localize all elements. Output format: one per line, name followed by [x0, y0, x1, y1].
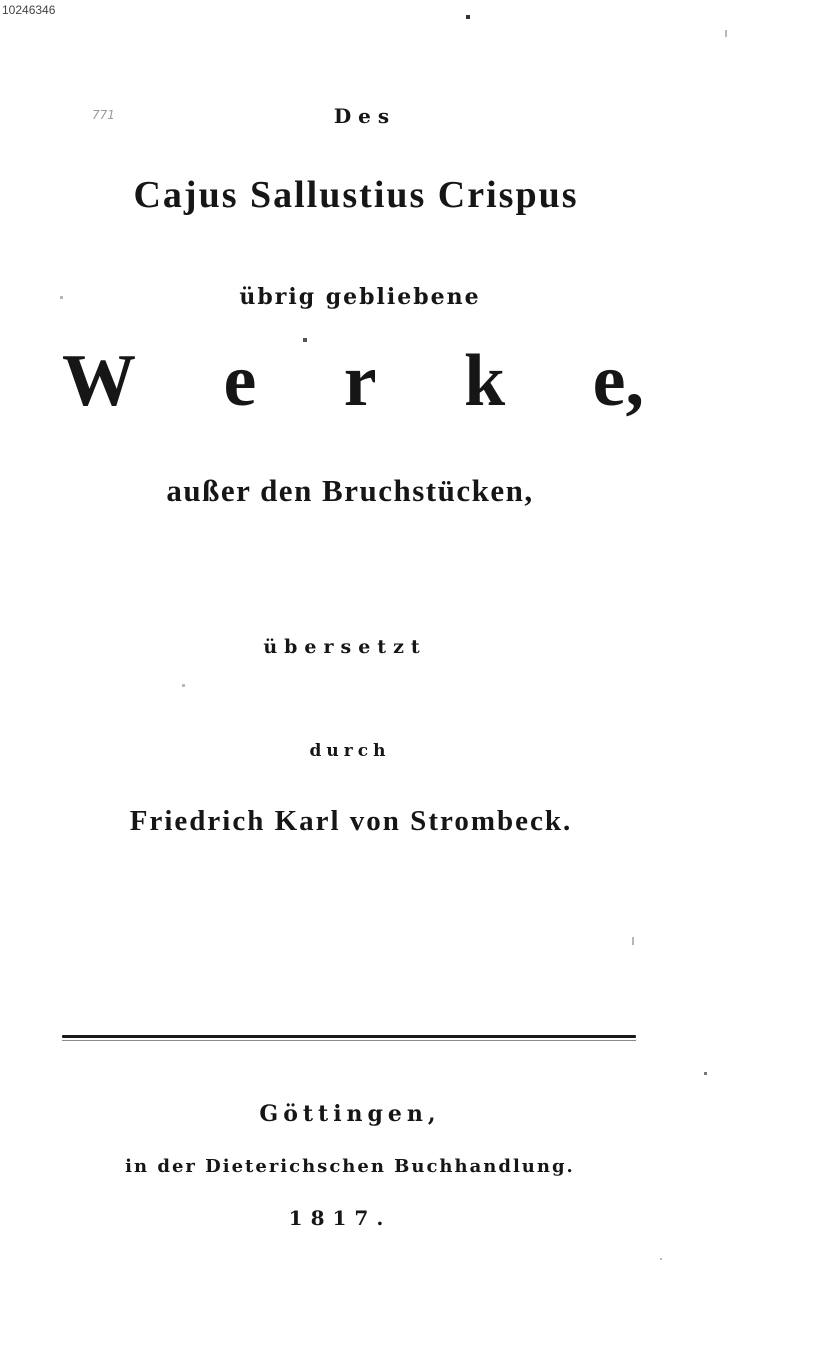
paper-speck [704, 1072, 707, 1075]
imprint-place: Göttingen, [259, 1101, 441, 1127]
imprint-publisher: in der Dieterichschen Buchhandlung. [125, 1156, 575, 1177]
title-ausser-bruchstuecken: außer den Bruchstücken, [166, 473, 534, 508]
title-werke [62, 340, 644, 422]
werke-letter: W [62, 340, 136, 422]
pencil-annotation: 771 [92, 108, 115, 122]
author-name: Cajus Sallustius Crispus [133, 174, 579, 216]
paper-speck [725, 30, 727, 37]
translator-name: Friedrich Karl von Strombeck. [129, 805, 573, 837]
paper-speck [303, 338, 307, 342]
werke-letter: e [223, 340, 257, 422]
title-uebrig-gebliebene: übrig gebliebene [239, 284, 481, 310]
paper-speck [60, 296, 63, 299]
divider-rule-thin [62, 1040, 636, 1041]
divider-rule [62, 1035, 636, 1038]
werke-letter: e, [592, 340, 644, 422]
werke-letter: k [464, 340, 506, 422]
label-durch: durch [309, 741, 391, 761]
paper-speck [660, 1258, 662, 1260]
werke-letter: r [343, 340, 377, 422]
paper-speck [182, 684, 185, 687]
shelfmark-number: 10246346 [2, 3, 56, 17]
paper-speck [466, 15, 470, 19]
title-des: Des [333, 104, 397, 128]
imprint-year: 1817. [288, 1206, 392, 1230]
label-uebersetzt: übersetzt [263, 636, 427, 658]
paper-speck [632, 937, 634, 945]
